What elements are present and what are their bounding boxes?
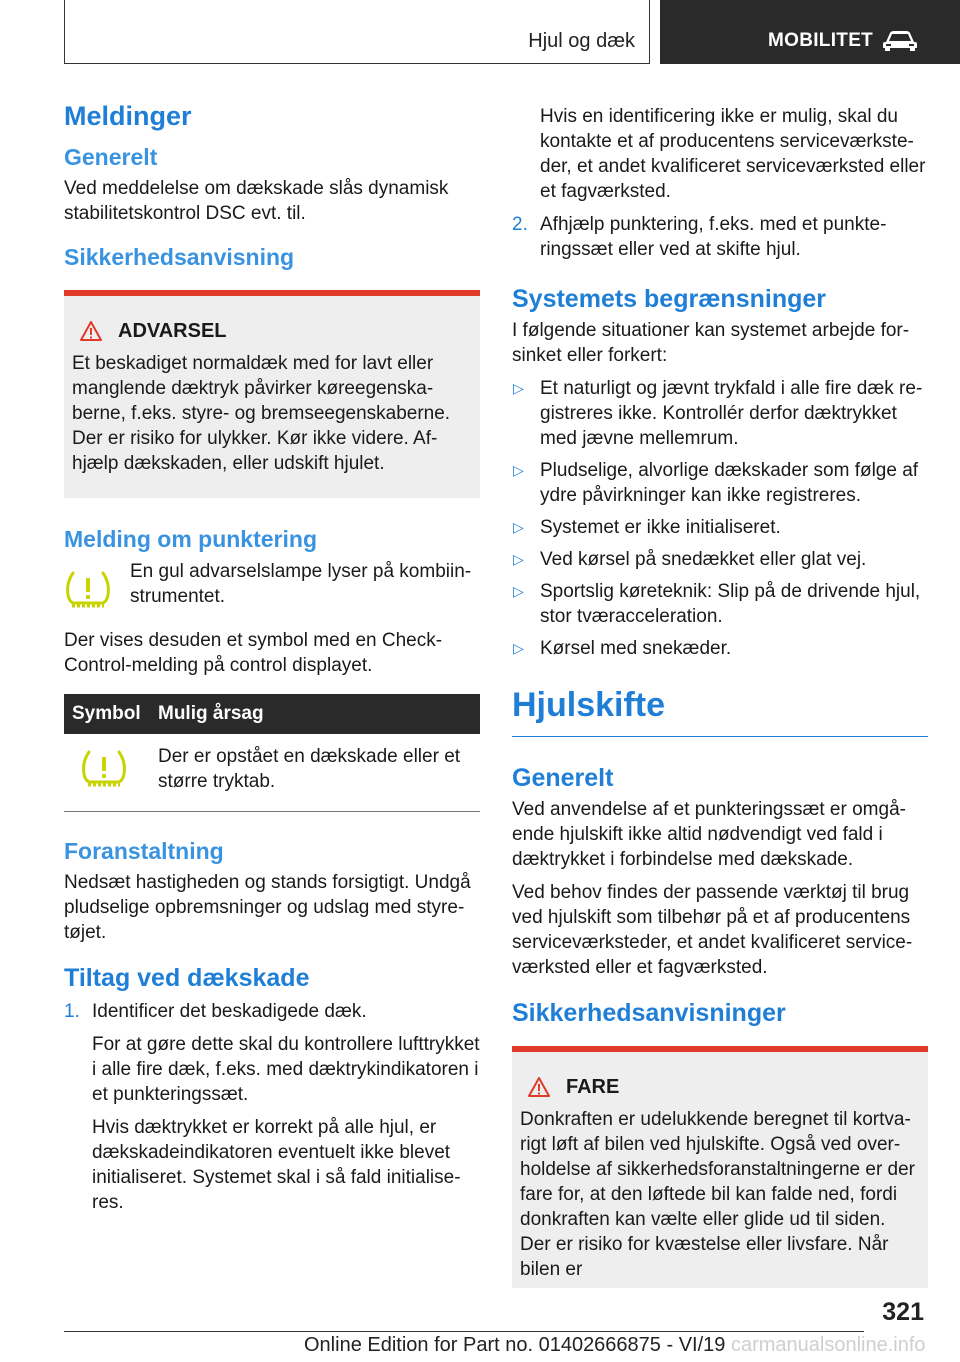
triangle-bullet-icon: ▷ bbox=[513, 519, 524, 535]
lamp-text: En gul advarselslampe lyser på kombiinstrumentet. bbox=[130, 561, 472, 608]
hjulskifte-generelt-text-1: Ved anvendelse af et punkteringssæt er omgående hjulskift ikke altid nødvendigt ved fald i dæktrykket i forbindelse med dækskade. bbox=[512, 798, 906, 870]
danger-triangle-icon bbox=[528, 1077, 550, 1097]
danger-label: FARE bbox=[566, 1075, 620, 1098]
step-2-text: Afhjælp punktering, f.eks. med et punkteringssæt eller ved at skifte hjul. bbox=[540, 214, 887, 260]
generelt-text: Ved meddelelse om dækskade slås dynamisk stabilitetskontrol DSC evt. til. bbox=[64, 177, 449, 224]
table-header bbox=[64, 694, 480, 734]
triangle-bullet-icon: ▷ bbox=[513, 551, 524, 567]
triangle-bullet-icon: ▷ bbox=[513, 380, 524, 396]
warning-label: ADVARSEL bbox=[118, 319, 227, 342]
danger-title bbox=[520, 1076, 920, 1099]
warning-title bbox=[72, 320, 472, 343]
triangle-bullet-icon: ▷ bbox=[513, 583, 524, 599]
step-2 bbox=[512, 212, 928, 262]
tire-pressure-symbol-icon bbox=[64, 744, 158, 795]
step-1-number: 1. bbox=[64, 1000, 80, 1022]
warning-text: Et beskadiget normaldæk med for lavt eller manglende dæktryk påvirker køreegenskaberne, f.eks. styre- og bremseegenskaberne. Der er risiko for ulykker. Kør ikke videre. Afhjælp dækskaden, eller udskift hjulet. bbox=[72, 352, 451, 474]
list-item bbox=[512, 579, 928, 629]
danger-box bbox=[512, 1046, 928, 1288]
chapter-tab bbox=[660, 0, 960, 64]
heading-punktering: Melding om punktering bbox=[64, 525, 317, 552]
list-item-text: Systemet er ikke initialiseret. bbox=[540, 517, 781, 538]
heading-tiltag: Tiltag ved dækskade bbox=[64, 963, 310, 992]
check-control-text: Der vises desuden et symbol med en Check-Control-melding på control displayet. bbox=[64, 630, 443, 677]
list-item-text: Et naturligt og jævnt trykfald i alle fire dæk registreres ikke. Kontrollér derfor dæktrykket med jævne mellemrum. bbox=[540, 378, 923, 449]
begraensninger-text: I følgende situationer kan systemet arbejde forsinket eller forkert: bbox=[512, 320, 910, 366]
step-1-continued: Hvis en identificering ikke er mulig, skal du kontakte et af producentens serviceværksteder, et andet kvalificeret serviceværksted eller et fagværksted. bbox=[540, 106, 926, 202]
symbol-table bbox=[64, 694, 480, 812]
watermark: carmanualsonline.info bbox=[730, 1334, 926, 1356]
list-item bbox=[512, 547, 928, 572]
tire-pressure-warning-icon bbox=[64, 559, 130, 616]
right-column bbox=[512, 104, 928, 1288]
footer-divider bbox=[64, 1331, 864, 1332]
left-column bbox=[64, 100, 480, 1215]
footer-edition bbox=[304, 1334, 926, 1357]
list-item bbox=[512, 636, 928, 661]
heading-generelt: Generelt bbox=[64, 144, 158, 171]
header-box bbox=[64, 0, 650, 64]
step-1-para-2: Hvis dæktrykket er korrekt på alle hjul, er dækskadeindikatoren eventuelt ikke blevet initialiseret. Systemet skal i så fald initialiseres. bbox=[92, 1116, 461, 1213]
warning-box bbox=[64, 290, 480, 498]
limitations-list bbox=[512, 376, 928, 661]
edition-text: Online Edition for Part no. 01402666875 - VI/19 bbox=[304, 1334, 726, 1356]
foranstaltning-text: Nedsæt hastigheden og stands forsigtigt. Undgå pludselige opbremsninger og udslag med styretøjet. bbox=[64, 871, 471, 943]
list-item bbox=[512, 458, 928, 508]
list-item-text: Kørsel med snekæder. bbox=[540, 638, 732, 659]
col-cause: Mulig årsag bbox=[158, 703, 264, 725]
section-title: Hjul og dæk bbox=[528, 30, 635, 52]
step-1-para-1: For at gøre dette skal du kontrollere lufttrykket i alle fire dæk, f.eks. med dæktrykindikatoren i et punkteringssæt. bbox=[92, 1033, 480, 1105]
table-cell-text: Der er opstået en dækskade eller et større tryktab. bbox=[158, 746, 461, 793]
list-item bbox=[512, 376, 928, 451]
danger-text: Donkraften er udelukkende beregnet til kortvarigt løft af bilen ved hjulskifte. Også ved overholdelse af sikkerhedsforanstaltningerne er der fare for, at den løftede bil kan falde ned, fordi donkraften kan vælte eller glide ud til siden. Der er risiko for kvæstelse eller livsfare. Når bilen er bbox=[520, 1108, 916, 1280]
heading-generelt-2: Generelt bbox=[512, 763, 614, 792]
warning-triangle-icon bbox=[80, 321, 102, 341]
chapter-label: MOBILITET bbox=[768, 30, 874, 51]
hjulskifte-generelt-text-2: Ved behov findes der passende værktøj til brug ved hjulskift som tilbehør på et af producentens serviceværksteder, et andet kvalificeret serviceværksted eller et fagværksted. bbox=[512, 881, 913, 978]
triangle-bullet-icon: ▷ bbox=[513, 462, 524, 478]
page-number: 321 bbox=[882, 1298, 924, 1326]
list-item bbox=[512, 515, 928, 540]
list-item-text: Sportslig køreteknik: Slip på de drivende hjul, stor tværacceleration. bbox=[540, 581, 921, 627]
heading-hjulskifte: Hjulskifte bbox=[512, 685, 928, 737]
list-item-text: Pludselige, alvorlige dækskader som følge af ydre påvirkninger kan ikke registreres. bbox=[540, 460, 919, 506]
step-1-text: Identificer det beskadigede dæk. bbox=[92, 1000, 367, 1022]
list-item-text: Ved kørsel på snedækket eller glat vej. bbox=[540, 549, 867, 570]
table-row bbox=[64, 734, 480, 812]
heading-sikkerhedsanvisninger: Sikkerhedsanvisninger bbox=[512, 998, 786, 1027]
lamp-row bbox=[64, 559, 480, 616]
col-symbol: Symbol bbox=[72, 703, 141, 725]
heading-sikkerhedsanvisning: Sikkerhedsanvisning bbox=[64, 243, 295, 270]
car-icon bbox=[882, 28, 918, 52]
triangle-bullet-icon: ▷ bbox=[513, 640, 524, 656]
step-1 bbox=[64, 999, 480, 1215]
heading-meldinger: Meldinger bbox=[64, 101, 192, 131]
heading-begraensninger: Systemets begrænsninger bbox=[512, 285, 826, 313]
step-2-number: 2. bbox=[512, 214, 528, 235]
heading-foranstaltning: Foranstaltning bbox=[64, 838, 224, 865]
